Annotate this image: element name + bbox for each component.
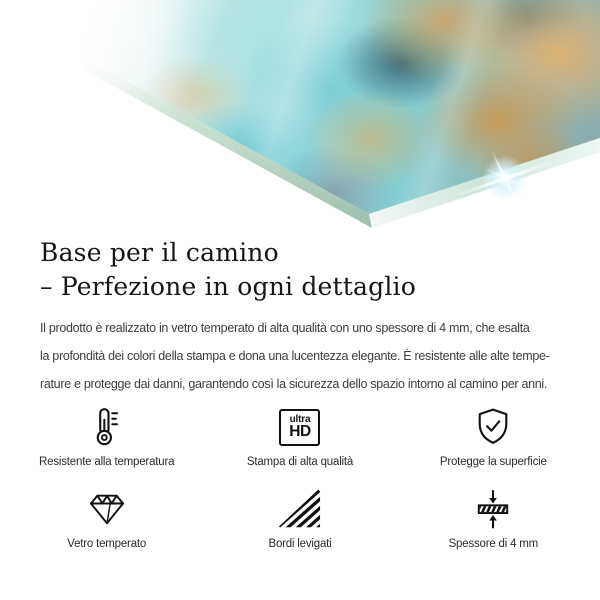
feature-temperature — [10, 404, 203, 468]
feature-grid — [10, 404, 590, 550]
ultra-hd-icon — [279, 404, 320, 450]
ultra-hd-top-text: ultra — [289, 414, 311, 425]
shield-check-icon — [471, 404, 515, 450]
content-area — [0, 236, 600, 550]
feature-label: Vetro temperato — [67, 538, 147, 550]
feature-surface-protection — [397, 404, 590, 468]
page-title-line1: Base per il camino — [40, 238, 279, 267]
feature-tempered-glass — [10, 486, 203, 550]
description-line: la profondità dei colori della stampa e dona una lucentezza elegante. È resistente alle alte tempe- — [40, 349, 550, 363]
product-image — [0, 0, 600, 232]
feature-label: Spessore di 4 mm — [448, 538, 539, 550]
description-line: Il prodotto è realizzato in vetro temperato di alta qualità con uno spessore di 4 mm, che esalta — [40, 321, 530, 335]
thermometer-icon — [85, 404, 129, 450]
feature-label: Resistente alla temperatura — [39, 456, 175, 468]
feature-polished-edges — [203, 486, 396, 550]
feature-thickness — [397, 486, 590, 550]
feature-label: Protegge la superficie — [439, 456, 547, 468]
feature-label: Bordi levigati — [268, 538, 332, 550]
ultra-hd-bottom-text: HD — [289, 423, 311, 440]
diamond-icon — [85, 486, 129, 532]
product-description — [40, 314, 560, 398]
description-line: rature e protegge dai danni, garantendo così la sicurezza dello spazio intorno al camino per anni. — [40, 377, 548, 391]
page-title-line2: – Perfezione in ogni dettaglio — [40, 272, 416, 301]
page-title — [40, 236, 560, 304]
glass-reflection — [0, 0, 600, 232]
thickness-4mm-icon — [471, 486, 515, 532]
feature-print-quality — [203, 404, 396, 468]
polished-edges-icon — [278, 486, 322, 532]
feature-label: Stampa di alta qualità — [246, 456, 354, 468]
